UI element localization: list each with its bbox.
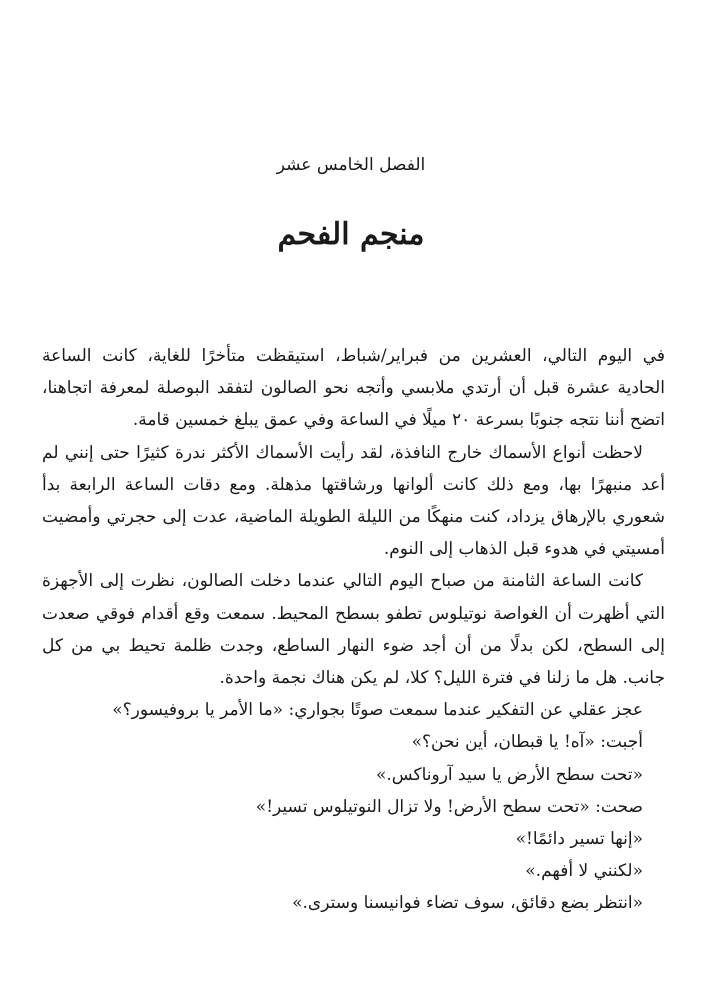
paragraph: كانت الساعة الثامنة من صباح اليوم التالي عندما دخلت الصالون، نظرت إلى الأجهزة التي أظهرت أن الغواصة نوتيلوس تطفو بسطح المحيط. سمعت وقع أقدام فوقي صعدت إلى السطح، لكن بدلًا من أن أجد ضوء النهار الساطع، وجدت ظلمة تحيط بي من كل جانب. هل ما زلنا في فترة الليل؟ كلا، لم يكن هناك نجمة واحدة. [42,571,665,689]
paragraph: لاحظت أنواع الأسماك خارج النافذة، لقد رأيت الأسماك الأكثر ندرة كثيرًا حتى إنني لم أعد منبهرًا بها، ومع ذلك كانت ألوانها ورشاقتها مذهلة. ومع دقات الساعة الرابعة بدأ شعوري بالإرهاق يزداد، كنت منهكًا من الليلة الطويلة الماضية، عدت إلى حجرتي وأمضيت أمسيتي في هدوء قبل الذهاب إلى النوم. [42,442,665,560]
chapter-body [42,340,665,920]
chapter-number: الفصل الخامس عشر [276,155,426,175]
dialogue-line: صحت: «تحت سطح الأرض! ولا تزال النوتيلوس تسير!» [255,796,643,817]
chapter-title: منجم الفحم [277,217,425,252]
dialogue-line: «تحت سطح الأرض يا سيد آروناكس.» [376,764,643,785]
dialogue-line: عجز عقلي عن التفكير عندما سمعت صوتًا بجواري: «ما الأمر يا بروفيسور؟» [112,700,643,721]
dialogue-line: أجبت: «آه! يا قبطان، أين نحن؟» [411,732,643,753]
dialogue-line: «إنها تسير دائمًا!» [515,829,643,850]
dialogue-line: «لكنني لا أفهم.» [525,861,643,882]
paragraph: في اليوم التالي، العشرين من فبراير/شباط، استيقظت متأخرًا للغاية، كانت الساعة الحادية عشرة قبل أن أرتدي ملابسي وأتجه نحو الصالون لتفقد البوصلة لمعرفة اتجاهنا، اتضح أننا نتجه جنوبًا بسرعة ٢٠ ميلًا في الساعة وفي عمق يبلغ خمسين قامة. [42,346,665,431]
dialogue-line: «انتظر بضع دقائق، سوف تضاء فوانيسنا وسترى.» [292,893,643,914]
